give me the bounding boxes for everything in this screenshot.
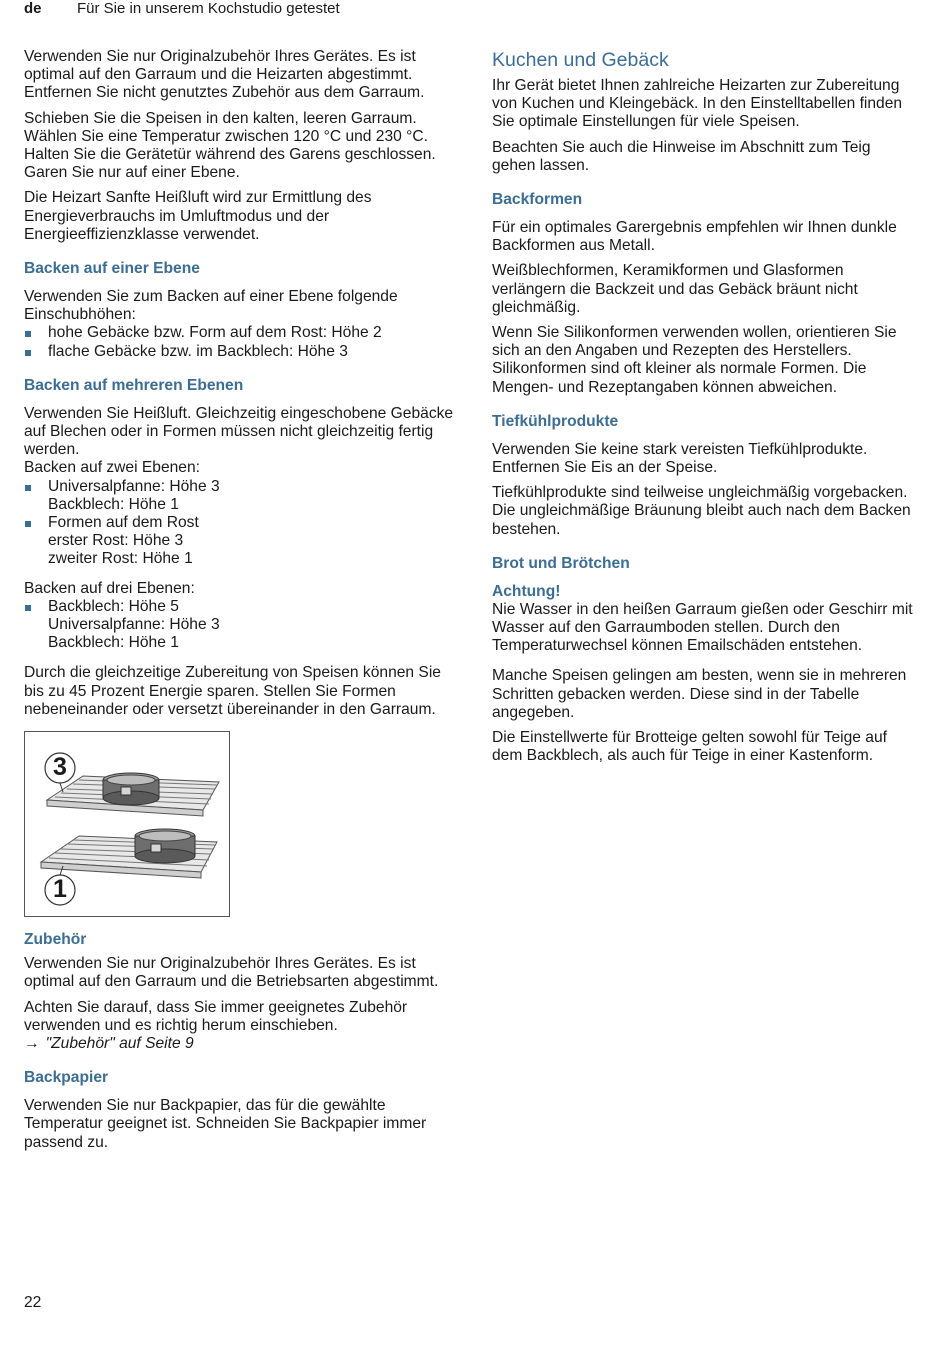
one-level-list <box>24 324 454 360</box>
list-line: Backblech: Höhe 1 <box>48 495 179 513</box>
warning-title: Achtung! <box>492 582 561 600</box>
baking-forms-text: Wenn Sie Silikonformen verwenden wollen, orientieren Sie sich an den Angaben und Rezepten des Herstellers. Silikonformen sind oft kleiner als normale Formen. Die Mengen- und Rezeptangaben können abweichen. <box>492 324 897 396</box>
section-heading-multi-level: Backen auf mehreren Ebenen <box>24 376 244 394</box>
intro-paragraph: Die Heizart Sanfte Heißluft wird zur Ermittlung des Energieverbrauchs im Umluftmodus und der Energieeffizienzklasse verwendet. <box>24 189 372 243</box>
three-levels-label: Backen auf drei Ebenen: <box>24 579 195 597</box>
baking-forms-text: Weißblechformen, Keramikformen und Glasformen verlängern die Backzeit und das Gebäck bräunt nicht gleichmäßig. <box>492 262 858 316</box>
one-level-text: Verwenden Sie zum Backen auf einer Ebene folgende Einschubhöhen: <box>24 288 398 324</box>
accessories-text: Achten Sie darauf, dass Sie immer geeignetes Zubehör verwenden und es richtig herum einschieben. <box>24 998 408 1034</box>
warning-text: Nie Wasser in den heißen Garraum gießen oder Geschirr mit Wasser auf den Garraumboden stellen. Durch den Temperaturwechsel können Emailschäden entstehen. <box>492 600 913 655</box>
list-item <box>24 598 454 653</box>
cross-reference-link[interactable] <box>24 1035 454 1053</box>
section-heading-accessories: Zubehör <box>24 931 87 949</box>
two-levels-list <box>24 478 454 569</box>
list-line: Backblech: Höhe 5 <box>48 597 179 615</box>
baking-racks-illustration <box>24 731 230 917</box>
cross-reference-text: "Zubehör" auf Seite 9 <box>45 1034 194 1052</box>
multi-level-text: Verwenden Sie Heißluft. Gleichzeitig eingeschobene Gebäcke auf Blechen oder in Formen müssen nicht gleichzeitig fertig werden. <box>24 404 454 459</box>
language-code: de <box>24 0 42 17</box>
baking-forms-text: Für ein optimales Garergebnis empfehlen wir Ihnen dunkle Backformen aus Metall. <box>492 219 897 255</box>
list-line: Universalpfanne: Höhe 3 <box>48 616 220 634</box>
three-levels-list <box>24 598 454 653</box>
intro-paragraph: Schieben Sie die Speisen in den kalten, leeren Garraum. Wählen Sie eine Temperatur zwischen 120 °C und 230 °C. Halten Sie die Gerätetür während des Garens geschlossen. Garen Sie nur auf einer Ebene. <box>24 109 436 182</box>
energy-text: Durch die gleichzeitige Zubereitung von Speisen können Sie bis zu 45 Prozent Energie sparen. Stellen Sie Formen nebeneinander oder versetzt übereinander in den Garraum. <box>24 664 441 718</box>
right-column <box>492 48 917 772</box>
header-title: Für Sie in unserem Kochstudio getestet <box>77 0 340 17</box>
list-line: Backblech: Höhe 1 <box>48 634 179 652</box>
level-label-3: 3 <box>53 753 67 782</box>
accessories-text: Verwenden Sie nur Originalzubehör Ihres Gerätes. Es ist optimal auf den Garraum und die Betriebsarten abgestimmt. <box>24 955 439 991</box>
list-item <box>24 478 454 514</box>
chapter-title: Kuchen und Gebäck <box>492 49 669 71</box>
list-item: hohe Gebäcke bzw. Form auf dem Rost: Höhe 2 <box>24 324 454 342</box>
section-heading-frozen: Tiefkühlprodukte <box>492 412 619 430</box>
baking-paper-text: Verwenden Sie nur Backpapier, das für die gewählte Temperatur geeignet ist. Schneiden Sie Backpapier immer passend zu. <box>24 1097 427 1151</box>
section-heading-one-level: Backen auf einer Ebene <box>24 260 200 278</box>
bread-text: Die Einstellwerte für Brotteige gelten sowohl für Teige auf dem Backblech, als auch für Teige in einer Kastenform. <box>492 729 887 765</box>
list-line: zweiter Rost: Höhe 1 <box>48 550 193 568</box>
list-line: Formen auf dem Rost <box>48 514 199 532</box>
page-number: 22 <box>24 1294 42 1311</box>
cake-intro-paragraph: Beachten Sie auch die Hinweise im Abschnitt zum Teig gehen lassen. <box>492 138 871 174</box>
frozen-text: Verwenden Sie keine stark vereisten Tiefkühlprodukte. Entfernen Sie Eis an der Speise. <box>492 440 868 477</box>
list-line: erster Rost: Höhe 3 <box>48 532 184 550</box>
cake-intro-paragraph: Ihr Gerät bietet Ihnen zahlreiche Heizarten zur Zubereitung von Kuchen und Kleingebäck. In den Einstelltabellen finden Sie optimale Einstellungen für viele Speisen. <box>492 77 903 131</box>
left-column <box>24 48 454 1159</box>
intro-paragraph: Verwenden Sie nur Originalzubehör Ihres Gerätes. Es ist optimal auf den Garraum und die Heizarten abgestimmt. Entfernen Sie nicht genutztes Zubehör aus dem Garraum. <box>24 48 425 102</box>
section-heading-baking-paper: Backpapier <box>24 1069 109 1087</box>
two-levels-label: Backen auf zwei Ebenen: <box>24 459 200 477</box>
section-heading-baking-forms: Backformen <box>492 191 583 209</box>
list-line: Universalpfanne: Höhe 3 <box>48 477 220 495</box>
list-item: flache Gebäcke bzw. im Backblech: Höhe 3 <box>24 343 454 361</box>
arrow-right-icon: → <box>24 1034 40 1052</box>
section-heading-bread: Brot und Brötchen <box>492 554 630 572</box>
frozen-text: Tiefkühlprodukte sind teilweise ungleichmäßig vorgebacken. Die ungleichmäßige Bräunung bleibt auch nach dem Backen bestehen. <box>492 484 911 538</box>
level-label-1: 1 <box>53 875 67 904</box>
list-item <box>24 514 454 569</box>
bread-text: Manche Speisen gelingen am besten, wenn sie in mehreren Schritten gebacken werden. Diese sind in der Tabelle angegeben. <box>492 667 907 721</box>
